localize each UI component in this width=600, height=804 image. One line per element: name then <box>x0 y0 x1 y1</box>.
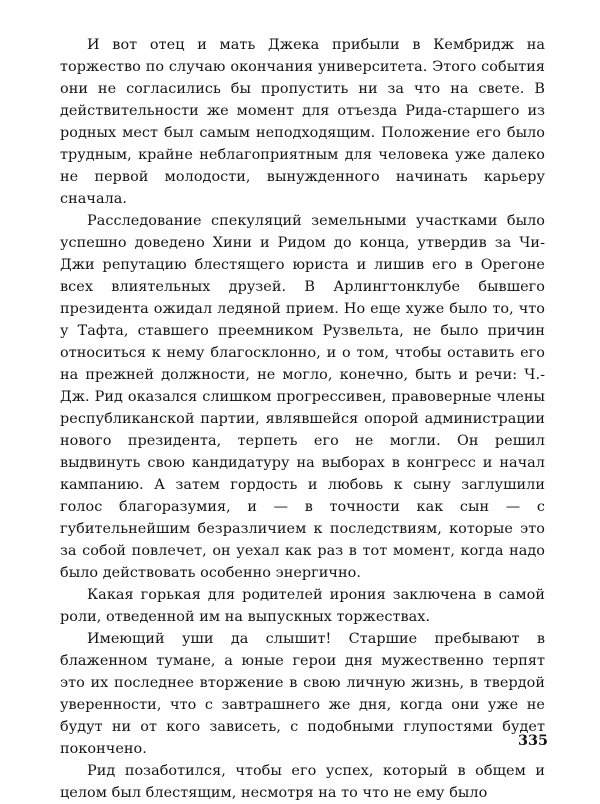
paragraph-reed-success: Рид позаботился, чтобы его успех, который в общем и целом был блестящим, несмотря на то что не ему было <box>60 763 545 801</box>
paragraph-ears-to-hear: Имеющий уши да слышит! Старшие пребывают в блаженном тумане, а юные герои дня мужественно терпят это их последнее вторжение в свою личную жизнь, в твердой уверенности, что с завтрашнего же дня, когда они уже не будут ни от кого зависеть, с подобными глупостями будет покончено. <box>60 631 545 757</box>
page-number: 335 <box>517 732 548 749</box>
paragraph-bitter-irony: Какая горькая для родителей ирония заключена в самой роли, отведенной им на выпускных торжествах. <box>60 587 545 625</box>
paragraph-land-speculation: Расследование спекуляций земельными участками было успешно доведено Хини и Ридом до конца, утвердив за Чи-Джи репутацию блестящего юриста и лишив его в Орегоне всех влиятельных друзей. В Арлингтонклубе бывшего президента ожидал ледяной прием. Но еще хуже было то, что у Тафта, ставшего преемником Рузвельта, не было причин относиться к нему благосклонно, и о том, чтобы оставить его на прежней должности, не могло, конечно, быть и речи: Ч.-Дж. Рид оказался слишком прогрессивен, правоверные члены республиканской партии, являвшейся опорой администрации нового президента, терпеть его не могли. Он решил выдвинуть свою кандидатуру на выборах в конгресс и начал кампанию. А затем гордость и любовь к сыну заглушили голос благоразумия, и — в точности как сын — с губительнейшим безразличием к последствиям, которые это за собой повлечет, он уехал как раз в тот момент, когда надо было действовать особенно энергично. <box>60 213 545 581</box>
paragraph-arrival-cambridge: И вот отец и мать Джека прибыли в Кембридж на торжество по случаю окончания университета. Этого события они не согласились бы пропустить ни за что на свете. В действительности же момент для отъезда Рида-старшего из родных мест был самым неподходящим. Положение его было трудным, крайне неблагоприятным для человека уже далеко не первой молодости, вынужденного начинать карьеру сначала. <box>60 37 545 207</box>
book-page-text <box>60 34 545 804</box>
